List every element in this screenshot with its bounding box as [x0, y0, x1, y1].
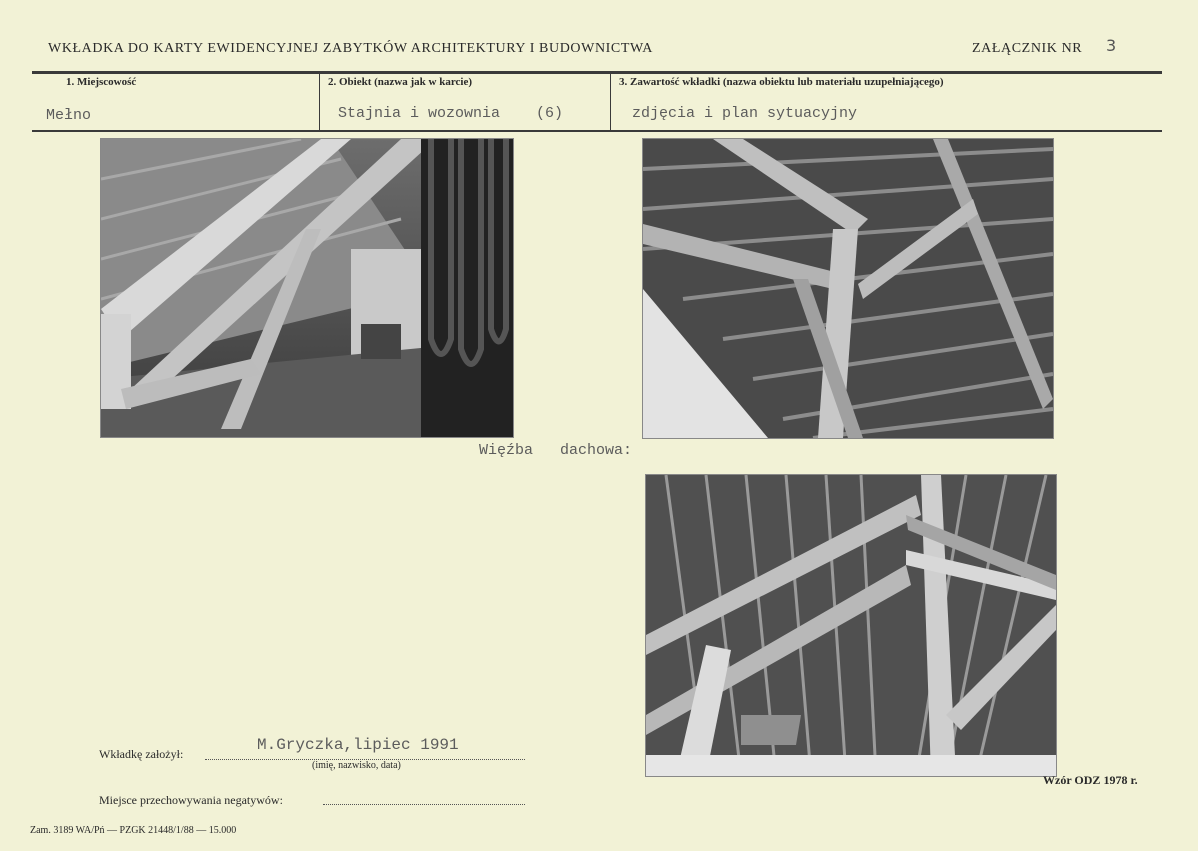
photo-roof-truss-1 — [642, 138, 1054, 439]
field-1-value: Mełno — [46, 107, 92, 124]
field-divider-1 — [319, 73, 320, 131]
print-info: Zam. 3189 WA/Pń — PZGK 21448/1/88 — 15.000 — [30, 825, 237, 836]
founder-value: M.Gryczka,lipiec 1991 — [257, 736, 459, 754]
field-2-label: 2. Obiekt (nazwa jak w karcie) — [328, 76, 473, 88]
field-2-value: Stajnia i wozownia (6) — [338, 105, 564, 122]
field-1-label: 1. Miejscowość — [66, 76, 137, 88]
top-rule — [32, 71, 1162, 74]
negatives-line — [323, 804, 525, 805]
negatives-label: Miejsce przechowywania negatywów: — [99, 793, 283, 807]
model-label: Wzór ODZ 1978 r. — [1043, 773, 1138, 787]
field-3-value: zdjęcia i plan sytuacyjny — [632, 105, 858, 122]
field-3-label: 3. Zawartość wkładki (nazwa obiektu lub materiału uzupełniającego) — [619, 76, 944, 88]
annex-number: 3 — [1106, 36, 1117, 55]
photo-attic-interior — [100, 138, 514, 438]
fields-bottom-rule — [32, 130, 1162, 132]
annex-label: ZAŁĄCZNIK NR — [972, 41, 1083, 56]
field-divider-2 — [610, 73, 611, 131]
form-title: WKŁADKA DO KARTY EWIDENCYJNEJ ZABYTKÓW ARCHITEKTURY I BUDOWNICTWA — [48, 41, 653, 56]
photo-roof-truss-2 — [645, 474, 1057, 777]
photos-caption: Więźba dachowa: — [479, 442, 633, 459]
founder-hint: (imię, nazwisko, data) — [312, 760, 401, 771]
founder-label: Wkładkę założył: — [99, 747, 184, 761]
